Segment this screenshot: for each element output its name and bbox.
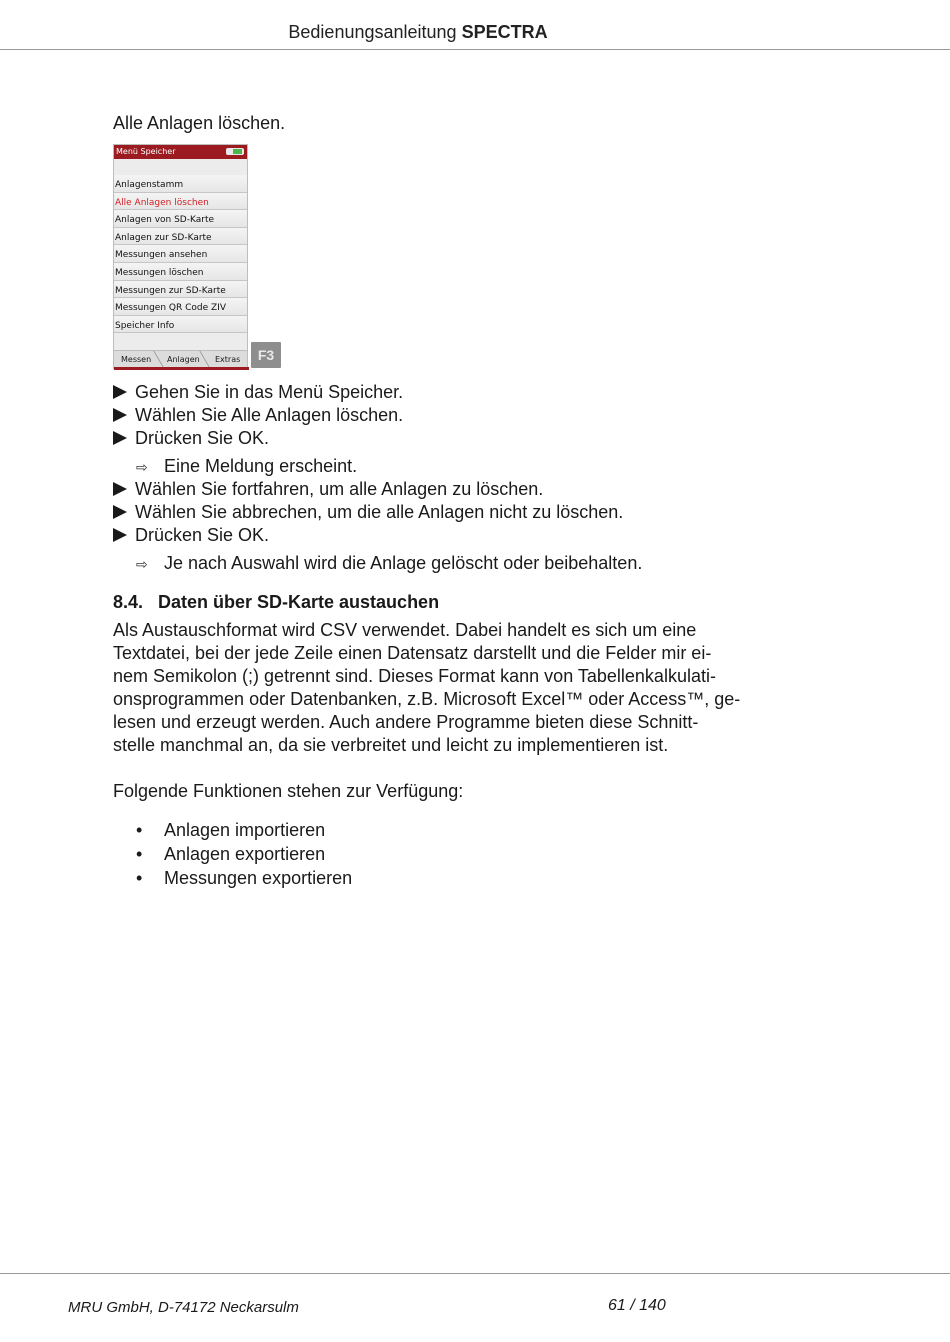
section-number: 8.4. bbox=[113, 592, 144, 612]
device-softkey-bar bbox=[114, 350, 247, 368]
menu-item-messungen-qr-code-ziv[interactable]: Messungen QR Code ZIV bbox=[114, 298, 247, 316]
result-text: Je nach Auswahl wird die Anlage gelöscht oder beibehalten. bbox=[164, 553, 643, 573]
step-text: Wählen Sie abbrechen, um die alle Anlagen nicht zu löschen. bbox=[135, 502, 624, 522]
function-bullet bbox=[136, 820, 325, 841]
menu-item-messungen-zur-sd-karte[interactable]: Messungen zur SD-Karte bbox=[114, 281, 247, 299]
device-title: Menü Speicher bbox=[116, 147, 176, 156]
menu-item-speicher-info[interactable]: Speicher Info bbox=[114, 316, 247, 334]
step-2 bbox=[113, 405, 403, 426]
paragraph-line: stelle manchmal an, da sie verbreitet und leicht zu implementieren ist. bbox=[113, 735, 669, 755]
paragraph-line: Als Austauschformat wird CSV verwendet. Dabei handelt es sich um eine bbox=[113, 620, 697, 640]
softkey-divider bbox=[199, 351, 209, 367]
footer-page-number: 61 / 140 bbox=[608, 1297, 666, 1314]
paragraph-line: Textdatei, bei der jede Zeile einen Datensatz darstellt und die Felder mir ei- bbox=[113, 643, 712, 663]
step-5 bbox=[113, 502, 623, 523]
step-arrow-icon bbox=[113, 482, 127, 496]
function-text: Messungen exportieren bbox=[164, 868, 353, 888]
result-1 bbox=[136, 456, 357, 477]
step-1 bbox=[113, 382, 403, 403]
softkey-messen[interactable]: Messen bbox=[121, 355, 152, 364]
section-title: Daten über SD-Karte austauchen bbox=[158, 592, 440, 612]
softkey-anlagen[interactable]: Anlagen bbox=[167, 355, 200, 364]
step-text: Gehen Sie in das Menü Speicher. bbox=[135, 382, 404, 402]
result-2 bbox=[136, 553, 642, 574]
bullet-dot-icon: • bbox=[136, 820, 143, 840]
device-screenshot bbox=[113, 144, 248, 369]
step-arrow-icon bbox=[113, 385, 127, 399]
menu-item-messungen-ansehen[interactable]: Messungen ansehen bbox=[114, 245, 247, 263]
bullet-dot-icon: • bbox=[136, 868, 143, 888]
battery-icon bbox=[226, 148, 244, 155]
paragraph-line: onsprogrammen oder Datenbanken, z.B. Microsoft Excel™ oder Access™, ge- bbox=[113, 689, 741, 709]
intro-text: Alle Anlagen löschen. bbox=[113, 113, 286, 133]
result-arrow-icon: ⇨ bbox=[136, 556, 148, 572]
footer-divider bbox=[0, 1273, 950, 1274]
function-bullet bbox=[136, 844, 325, 865]
menu-item-alle-anlagen-loeschen[interactable]: Alle Anlagen löschen bbox=[114, 193, 247, 211]
step-text: Drücken Sie OK. bbox=[135, 525, 270, 545]
paragraph-line: nem Semikolon (;) getrennt sind. Dieses Format kann von Tabellenkalkulati- bbox=[113, 666, 716, 686]
header-title-prefix: Bedienungsanleitung bbox=[288, 22, 457, 42]
step-text: Drücken Sie OK. bbox=[135, 428, 270, 448]
menu-item-anlagen-von-sd-karte[interactable]: Anlagen von SD-Karte bbox=[114, 210, 247, 228]
device-menu-list bbox=[114, 175, 247, 333]
footer-company: MRU GmbH, D-74172 Neckarsulm bbox=[68, 1299, 299, 1316]
functions-intro: Folgende Funktionen stehen zur Verfügung: bbox=[113, 781, 464, 801]
result-text: Eine Meldung erscheint. bbox=[164, 456, 358, 476]
function-text: Anlagen exportieren bbox=[164, 844, 326, 864]
menu-item-messungen-loeschen[interactable]: Messungen löschen bbox=[114, 263, 247, 281]
menu-item-anlagen-zur-sd-karte[interactable]: Anlagen zur SD-Karte bbox=[114, 228, 247, 246]
header-title-product: SPECTRA bbox=[461, 22, 548, 42]
section-heading bbox=[113, 592, 439, 613]
menu-item-anlagenstamm[interactable]: Anlagenstamm bbox=[114, 175, 247, 193]
function-text: Anlagen importieren bbox=[164, 820, 326, 840]
step-6 bbox=[113, 525, 269, 546]
header-divider bbox=[0, 49, 950, 50]
result-arrow-icon: ⇨ bbox=[136, 459, 148, 475]
step-arrow-icon bbox=[113, 528, 127, 542]
bullet-dot-icon: • bbox=[136, 844, 143, 864]
device-bottom-bar bbox=[114, 367, 249, 370]
step-3 bbox=[113, 428, 269, 449]
paragraph-line: lesen und erzeugt werden. Auch andere Programme bieten diese Schnitt- bbox=[113, 712, 699, 732]
step-text: Wählen Sie fortfahren, um alle Anlagen zu löschen. bbox=[135, 479, 544, 499]
softkey-extras[interactable]: Extras bbox=[215, 355, 241, 364]
step-text: Wählen Sie Alle Anlagen löschen. bbox=[135, 405, 404, 425]
device-titlebar bbox=[114, 145, 247, 159]
section-paragraph bbox=[113, 619, 741, 757]
softkey-divider bbox=[153, 351, 163, 367]
function-bullet bbox=[136, 868, 352, 889]
f3-key: F3 bbox=[251, 342, 281, 368]
step-4 bbox=[113, 479, 543, 500]
step-arrow-icon bbox=[113, 408, 127, 422]
step-arrow-icon bbox=[113, 431, 127, 445]
header-title bbox=[0, 22, 836, 43]
step-arrow-icon bbox=[113, 505, 127, 519]
